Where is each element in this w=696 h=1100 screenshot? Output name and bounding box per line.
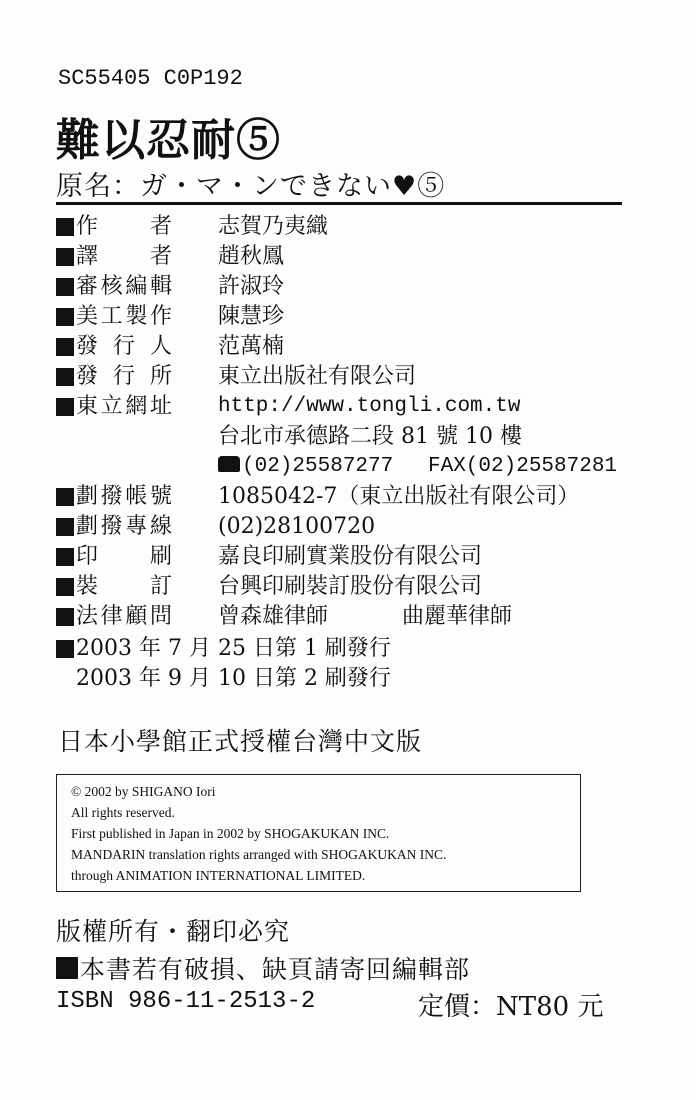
credit-value: 陳慧珍 bbox=[218, 304, 285, 329]
copyright-line: MANDARIN translation rights arranged with SHOGAKUKAN INC. bbox=[71, 847, 447, 862]
catalog-code: SC55405 C0P192 bbox=[58, 66, 243, 91]
credit-label: 裝 訂 bbox=[76, 574, 172, 599]
credit-label: 審 核 編 輯 bbox=[76, 274, 172, 299]
bullet-square-icon bbox=[56, 278, 74, 296]
copyright-line: through ANIMATION INTERNATIONAL LIMITED. bbox=[71, 868, 366, 883]
website-url: http://www.tongli.com.tw bbox=[218, 395, 521, 418]
bullet-square-icon bbox=[56, 548, 74, 566]
credit-value: 趙秋鳳 bbox=[218, 244, 285, 269]
credit-value: 東立出版社有限公司 bbox=[218, 364, 417, 389]
bullet-square-icon bbox=[56, 308, 74, 326]
bullet-square-icon bbox=[56, 218, 74, 236]
bullet-square-icon bbox=[56, 608, 74, 626]
credit-label: 譯 者 bbox=[76, 244, 172, 269]
credit-label: 發 行 所 bbox=[76, 364, 172, 389]
authorization-notice: 日本小學館正式授權台灣中文版 bbox=[58, 727, 423, 756]
credit-label: 發 行 人 bbox=[76, 334, 172, 359]
credit-label: 美 工 製 作 bbox=[76, 304, 172, 329]
bullet-square-icon bbox=[56, 368, 74, 386]
edition-row-2 bbox=[76, 664, 391, 694]
damaged-notice-row bbox=[56, 950, 470, 986]
bullet-square-icon bbox=[56, 957, 78, 979]
header-divider bbox=[56, 202, 622, 205]
bullet-square-icon bbox=[56, 578, 74, 596]
credit-value: 1085042-7（東立出版社有限公司） bbox=[218, 484, 580, 509]
credit-value: 曾森雄律師 bbox=[218, 604, 329, 629]
credit-value: 嘉良印刷實業股份有限公司 bbox=[218, 544, 483, 569]
fax-number: FAX(02)25587281 bbox=[428, 455, 618, 478]
credit-label: 法 律 顧 問 bbox=[76, 604, 172, 629]
address: 台北市承德路二段 81 號 10 樓 bbox=[218, 424, 522, 449]
edition-date: 2003 年 7 月 25 日第 1 刷發行 bbox=[76, 636, 391, 661]
bullet-square-icon bbox=[56, 338, 74, 356]
credit-value: 志賀乃夷織 bbox=[218, 214, 329, 239]
credit-label: 東 立 網 址 bbox=[76, 394, 172, 419]
credit-label: 作 者 bbox=[76, 214, 172, 239]
copyright-line: First published in Japan in 2002 by SHOGAKUKAN INC. bbox=[71, 826, 390, 841]
copyright-line: © 2002 by SHIGANO Iori bbox=[71, 784, 216, 799]
credit-value: 台興印刷裝訂股份有限公司 bbox=[218, 574, 483, 599]
bullet-square-icon bbox=[56, 488, 74, 506]
book-title: 難以忍耐⑤ bbox=[56, 115, 281, 166]
bullet-square-icon bbox=[56, 518, 74, 536]
telephone-icon bbox=[218, 456, 240, 472]
credit-value-2: 曲麗華律師 bbox=[402, 604, 513, 629]
isbn: ISBN 986-11-2513-2 bbox=[56, 988, 316, 1015]
credit-value: 范萬楠 bbox=[218, 334, 285, 359]
copyright-line: All rights reserved. bbox=[71, 805, 175, 820]
bullet-square-icon bbox=[56, 398, 74, 416]
damaged-notice: 本書若有破損、缺頁請寄回編輯部 bbox=[80, 955, 471, 984]
credit-value: (02)28100720 bbox=[218, 514, 376, 539]
price: 定價：NT80 元 bbox=[418, 992, 604, 1022]
edition-date: 2003 年 9 月 10 日第 2 刷發行 bbox=[76, 666, 391, 691]
credit-label: 劃 撥 帳 號 bbox=[76, 484, 172, 509]
phone-number: (02)25587277 bbox=[242, 455, 394, 478]
credit-value: 許淑玲 bbox=[218, 274, 285, 299]
original-title: 原名：ガ・マ・ンできない♥⑤ bbox=[56, 171, 446, 202]
copyright-box bbox=[56, 774, 581, 892]
bullet-square-icon bbox=[56, 640, 74, 658]
credit-label: 劃 撥 專 線 bbox=[76, 514, 172, 539]
credit-label: 印 刷 bbox=[76, 544, 172, 569]
bullet-square-icon bbox=[56, 248, 74, 266]
rights-reserved: 版權所有・翻印必究 bbox=[56, 917, 291, 946]
